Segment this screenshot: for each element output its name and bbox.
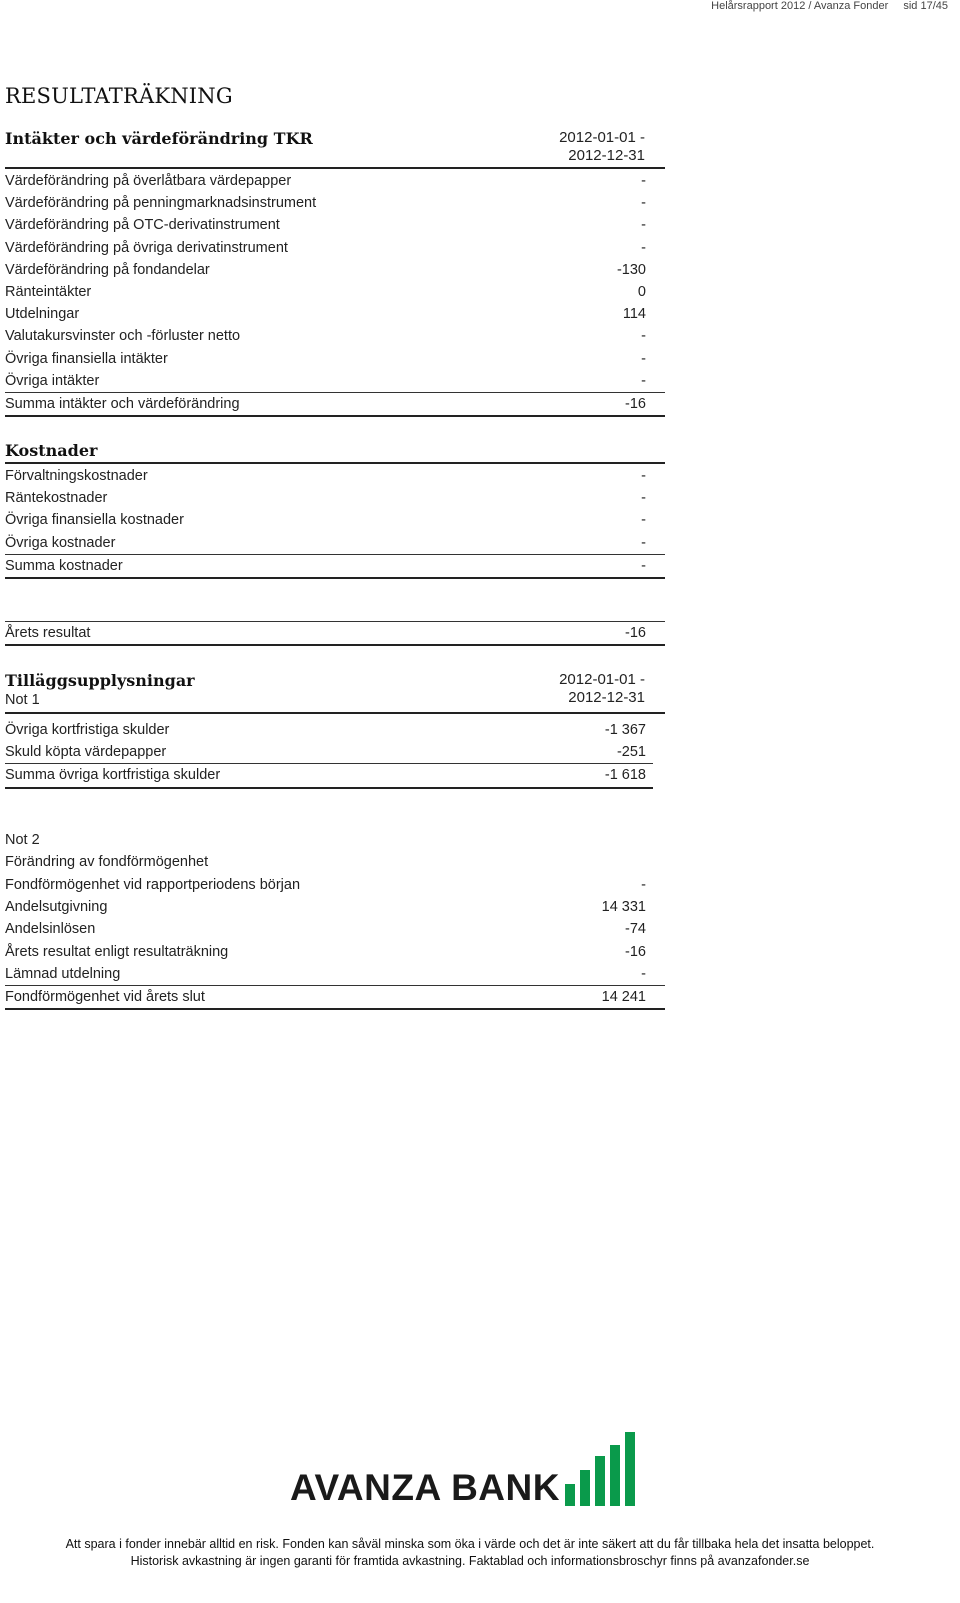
- table-row: [5, 941, 665, 963]
- costs-heading: Kostnader: [5, 441, 98, 460]
- income-heading: Intäkter och värdeförändring TKR: [5, 129, 313, 148]
- table-row: [5, 303, 665, 325]
- logo-bar: [580, 1470, 590, 1506]
- row-value: -: [641, 217, 646, 234]
- row-label: Räntekostnader: [5, 490, 108, 507]
- row-value: -130: [616, 261, 646, 278]
- income-period: [500, 129, 645, 165]
- row-value: -: [641, 173, 646, 189]
- total-label: Summa kostnader: [5, 557, 123, 574]
- page-number: sid 17/45: [903, 0, 948, 12]
- row-label: Lämnad utdelning: [5, 965, 121, 982]
- row-value: -16: [625, 943, 646, 960]
- table-row: [5, 325, 665, 347]
- row-value: -1 367: [604, 722, 646, 738]
- row-value: -: [641, 328, 646, 345]
- table-row: [5, 532, 665, 554]
- note2-table: [5, 874, 665, 1010]
- table-row: [5, 281, 665, 303]
- result-label: Årets resultat: [5, 625, 91, 641]
- table-row: [5, 719, 653, 741]
- table-row: [5, 487, 665, 509]
- income-header-rule: [5, 167, 665, 169]
- total-label: Fondförmögenhet vid årets slut: [5, 988, 205, 1005]
- notes-period-start: 2012-01-01 -: [559, 671, 645, 688]
- total-value: -16: [625, 395, 646, 412]
- total-row: [5, 554, 665, 579]
- row-label: Övriga finansiella kostnader: [5, 512, 184, 529]
- total-row: [5, 985, 665, 1010]
- table-row: [5, 896, 665, 918]
- table-row: [5, 237, 665, 259]
- row-value: -: [641, 468, 646, 484]
- costs-table: [5, 465, 665, 579]
- income-period-start: 2012-01-01 -: [559, 129, 645, 146]
- total-label: Summa intäkter och värdeförändring: [5, 395, 240, 412]
- row-label: Andelsutgivning: [5, 899, 108, 916]
- row-value: 114: [622, 306, 646, 323]
- row-label: Valutakursvinster och -förluster netto: [5, 328, 241, 345]
- row-label: Övriga kostnader: [5, 534, 116, 551]
- row-value: -: [641, 239, 646, 256]
- logo-bar: [595, 1456, 605, 1506]
- notes-heading: Tilläggsupplysningar: [5, 671, 195, 690]
- table-row: [5, 874, 665, 896]
- note2-subtitle: Förändring av fondförmögenhet: [5, 854, 209, 870]
- notes-table: [5, 719, 653, 789]
- page-title: RESULTATRÄKNING: [5, 84, 233, 108]
- row-label: Utdelningar: [5, 306, 80, 323]
- notes-header-rule: [5, 712, 665, 714]
- notes-period: [500, 671, 645, 707]
- row-value: 14 331: [601, 899, 646, 916]
- logo-bar: [625, 1432, 635, 1506]
- row-value: 0: [637, 283, 646, 300]
- notes-period-end: 2012-12-31: [568, 689, 645, 706]
- footer-disclaimer: Att spara i fonder innebär alltid en risk. Fonden kan såväl minska som öka i värde och det är inte säkert att du får tillbaka hela det insatta beloppet.: [65, 1537, 875, 1551]
- page-header: [699, 0, 948, 12]
- row-value: -: [641, 877, 646, 893]
- row-label: Förvaltningskostnader: [5, 468, 148, 484]
- row-value: -: [641, 965, 646, 982]
- row-label: Andelsinlösen: [5, 921, 96, 938]
- row-label: Ränteintäkter: [5, 283, 92, 300]
- footer-info: Historisk avkastning är ingen garanti för framtida avkastning. Faktablad och informationsbroschyr finns på avanzafonder.se: [130, 1554, 810, 1568]
- avanza-bank-logo: [290, 1432, 635, 1506]
- row-label: Värdeförändring på penningmarknadsinstrument: [5, 195, 317, 212]
- row-value: -74: [625, 921, 646, 938]
- row-label: Skuld köpta värdepapper: [5, 744, 167, 761]
- table-row: [5, 259, 665, 281]
- table-row: [5, 963, 665, 985]
- row-label: Värdeförändring på överlåtbara värdepapper: [5, 173, 292, 189]
- report-title: Helårsrapport 2012 / Avanza Fonder: [711, 0, 889, 12]
- total-row: [5, 392, 665, 417]
- total-value: -1 618: [604, 767, 646, 784]
- income-table: [5, 170, 665, 417]
- bar-chart-icon: [565, 1432, 635, 1506]
- total-value: 14 241: [601, 988, 646, 1005]
- table-row: [5, 170, 665, 192]
- table-row: [5, 465, 665, 487]
- row-label: Värdeförändring på fondandelar: [5, 261, 210, 278]
- income-period-end: 2012-12-31: [568, 147, 645, 164]
- row-value: -: [641, 195, 646, 212]
- total-row: [5, 763, 653, 788]
- row-value: -: [641, 350, 646, 367]
- table-row: [5, 741, 653, 763]
- logo-text: AVANZA BANK: [290, 1467, 560, 1508]
- result-value: -16: [625, 625, 646, 641]
- row-label: Värdeförändring på OTC-derivatinstrument: [5, 217, 280, 234]
- row-label: Värdeförändring på övriga derivatinstrument: [5, 239, 288, 256]
- row-label: Övriga intäkter: [5, 372, 100, 389]
- row-label: Övriga finansiella intäkter: [5, 350, 168, 367]
- row-value: -: [641, 534, 646, 551]
- total-value: -: [641, 557, 646, 574]
- row-value: -251: [616, 744, 646, 761]
- logo-bar: [565, 1484, 575, 1506]
- costs-header-rule: [5, 462, 665, 464]
- row-value: -: [641, 372, 646, 389]
- table-row: [5, 214, 665, 236]
- table-row: [5, 348, 665, 370]
- row-label: Fondförmögenhet vid rapportperiodens början: [5, 877, 301, 893]
- row-label: Årets resultat enligt resultaträkning: [5, 943, 229, 960]
- table-row: [5, 192, 665, 214]
- table-row: [5, 918, 665, 940]
- result-row: [5, 621, 665, 646]
- note2-label: Not 2: [5, 832, 40, 848]
- logo-bar: [610, 1445, 620, 1506]
- row-value: -: [641, 490, 646, 507]
- row-value: -: [641, 512, 646, 529]
- table-row: [5, 509, 665, 531]
- table-row: [5, 370, 665, 392]
- total-label: Summa övriga kortfristiga skulder: [5, 767, 221, 784]
- note1-label: Not 1: [5, 692, 40, 708]
- row-label: Övriga kortfristiga skulder: [5, 722, 170, 738]
- result-table: [5, 621, 665, 646]
